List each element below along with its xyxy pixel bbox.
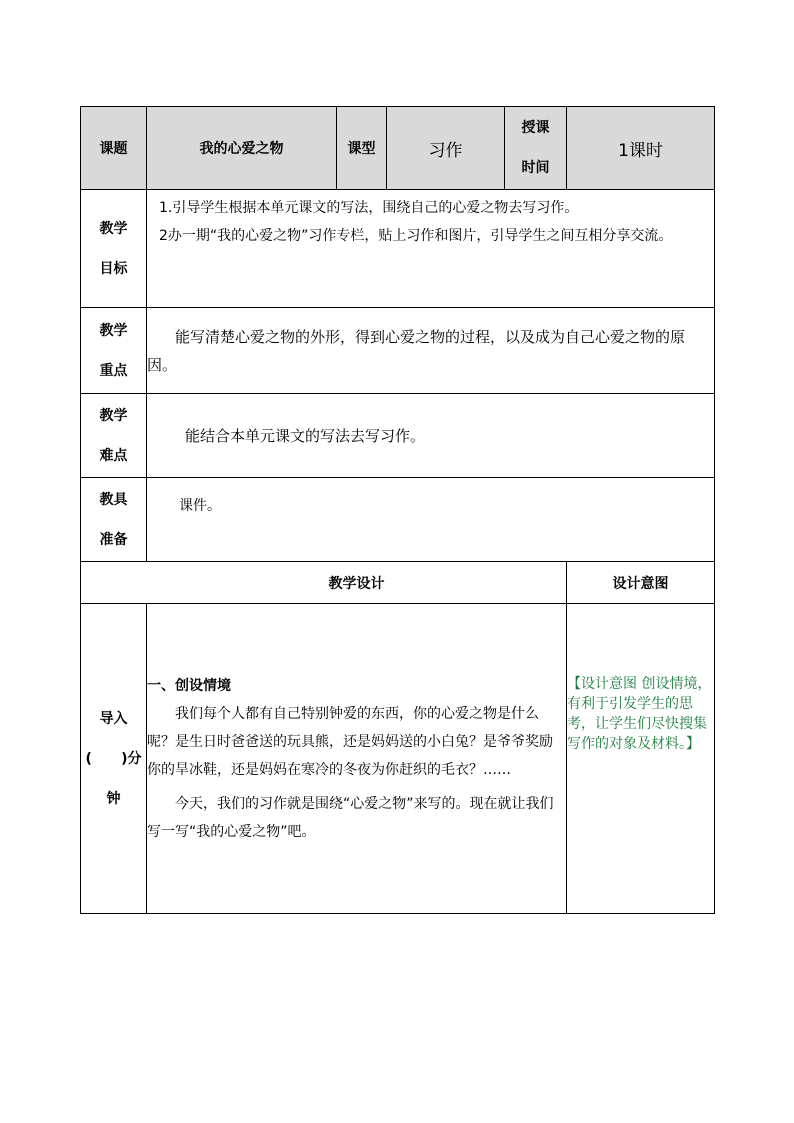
materials-label-line1: 教具: [99, 491, 128, 508]
difficulties-row: [81, 394, 715, 478]
header-row: [81, 107, 715, 190]
intro-design-intent: 【设计意图 创设情境，有利于引发学生的思考，让学生们尽快搜集写作的对象及材料。】: [567, 604, 715, 914]
course-label: 课题: [81, 107, 147, 190]
goals-line2: 2办一期“我的心爱之物”习作专栏，贴上习作和图片，引导学生之间互相分享交流。: [159, 228, 673, 244]
course-value: 我的心爱之物: [147, 107, 337, 190]
time-label: [505, 107, 567, 190]
design-header-left: 教学设计: [81, 562, 567, 604]
materials-content: 课件。: [147, 478, 715, 562]
key-points-label: [81, 308, 147, 394]
design-header-right: 设计意图: [567, 562, 715, 604]
intro-content: [147, 604, 567, 914]
time-value: 1课时: [567, 107, 715, 190]
design-header-row: [81, 562, 715, 604]
goals-row: [81, 190, 715, 308]
intro-section-title: 一、创设情境: [147, 677, 231, 694]
goals-label-line1: 教学: [99, 220, 128, 237]
goals-label: [81, 190, 147, 308]
key-points-row: [81, 308, 715, 394]
intro-row: [81, 604, 715, 914]
difficulties-content: 能结合本单元课文的写法去写习作。: [147, 394, 715, 478]
goals-line1: 1.引导学生根据本单元课文的写法，围绕自己的心爱之物去写习作。: [159, 200, 579, 216]
type-label: 课型: [337, 107, 387, 190]
lesson-plan-table: [80, 106, 715, 914]
time-label-line2: 时间: [521, 160, 550, 176]
difficulties-label: [81, 394, 147, 478]
intro-label-line3: 钟: [106, 790, 121, 807]
key-points-label-line2: 重点: [99, 362, 128, 379]
intro-label: [81, 604, 147, 914]
difficulties-label-line2: 难点: [99, 447, 128, 464]
type-value: 习作: [387, 107, 505, 190]
time-label-line1: 授课: [521, 120, 550, 136]
intro-para2: 今天，我们的习作就是围绕“心爱之物”来写的。现在就让我们写一写“我的心爱之物”吧。: [147, 795, 554, 840]
intro-label-line1: 导入: [99, 710, 128, 727]
intro-para1: 我们每个人都有自己特别钟爱的东西，你的心爱之物是什么呢？是生日时爸爸送的玩具熊，还是妈妈送的小白兔？是爷爷奖励你的旱冰鞋，还是妈妈在寒冷的冬夜为你赶织的毛衣？……: [147, 705, 553, 778]
key-points-label-line1: 教学: [99, 322, 128, 339]
materials-row: [81, 478, 715, 562]
key-points-content: 能写清楚心爱之物的外形，得到心爱之物的过程，以及成为自己心爱之物的原因。: [147, 308, 715, 394]
difficulties-label-line1: 教学: [99, 407, 128, 424]
materials-label-line2: 准备: [99, 531, 128, 548]
goals-content: [147, 190, 715, 308]
materials-label: [81, 478, 147, 562]
goals-label-line2: 目标: [99, 260, 128, 277]
intro-label-line2: ( )分: [85, 750, 142, 767]
